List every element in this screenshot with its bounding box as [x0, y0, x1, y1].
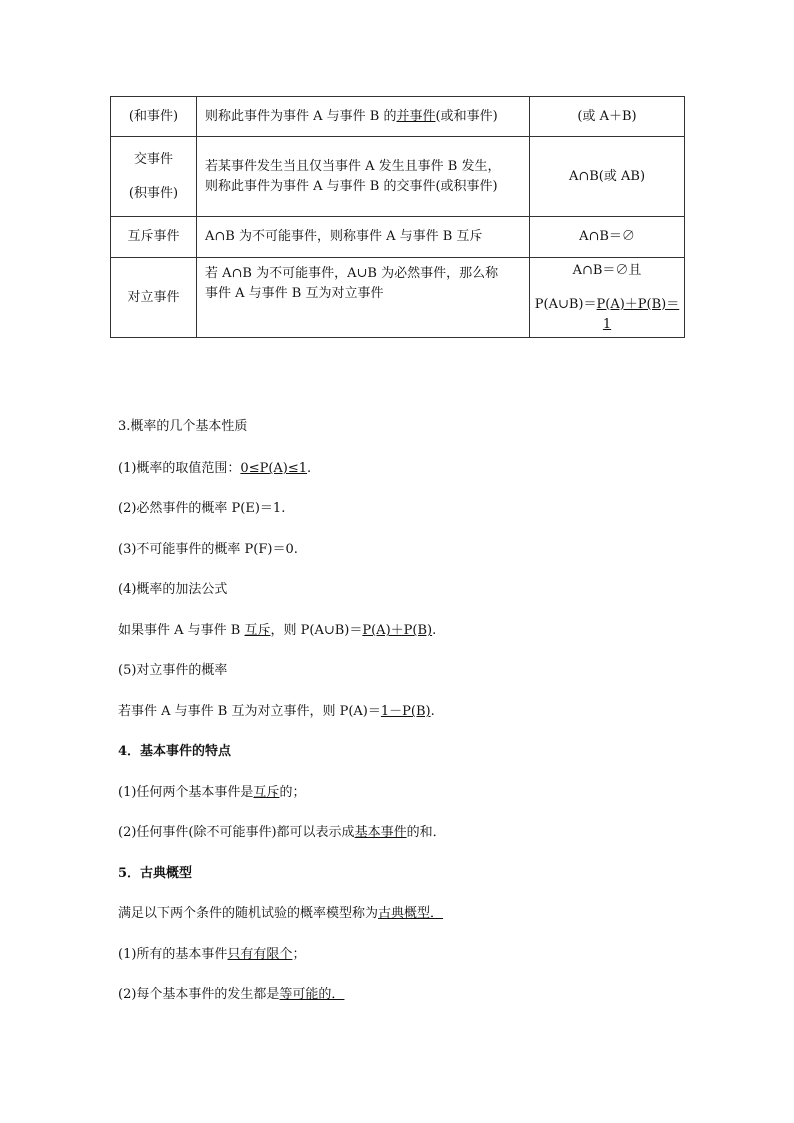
- underlined-answer: 互斥: [244, 623, 271, 638]
- underlined-answer: 1－P(B): [380, 704, 431, 719]
- event-symbol: A∩B＝∅且: [572, 262, 642, 278]
- text: (2)每个基本事件的发生都是: [118, 987, 280, 1002]
- definition-text: 若某事件发生当且仅当事件 A 发生且事件 B 发生，: [205, 158, 501, 174]
- property-certain-event: (2)必然事件的概率 P(E)＝1.: [118, 501, 286, 516]
- underlined-answer: 互斥: [253, 785, 280, 800]
- event-name: 互斥事件: [127, 229, 180, 244]
- definition-text-2: 事件 A 与事件 B 互为对立事件: [205, 286, 384, 301]
- text: 若事件 A 与事件 B 互为对立事件，则 P(A)＝: [118, 704, 381, 719]
- event-name: (和事件): [128, 108, 179, 124]
- section-heading-3: 3.概率的几个基本性质: [118, 419, 248, 434]
- text: .: [430, 704, 435, 719]
- classical-model-condition-1: [118, 946, 305, 964]
- classical-model-condition-2: [118, 986, 344, 1004]
- underlined-answer: P(A)＋P(B): [362, 623, 433, 638]
- event-name-cell: [111, 217, 197, 258]
- underlined-answer: 基本事件: [354, 825, 407, 840]
- classical-model-definition: [118, 905, 443, 923]
- table-row: [111, 258, 685, 338]
- table-row: [111, 137, 685, 217]
- event-symbol: A∩B＝∅: [579, 229, 635, 244]
- definition-underline: 并事件: [396, 108, 436, 124]
- event-definition-cell: [197, 137, 530, 217]
- underlined-answer: 古典概型．: [378, 906, 444, 921]
- text: (2)任何事件(除不可能事件)都可以表示成: [118, 825, 355, 840]
- event-name-cell: [111, 258, 197, 338]
- property-addition-formula: (4)概率的加法公式: [118, 582, 228, 597]
- text: 如果事件 A 与事件 B: [118, 623, 245, 638]
- definition-text: A∩B 为不可能事件，则称事件 A 与事件 B 互斥: [205, 229, 483, 244]
- event-definition-cell: [197, 258, 530, 338]
- event-symbol-underline: P(A)＋P(B)＝1: [596, 296, 680, 332]
- definition-text-2: 则称此事件为事件 A 与事件 B 的交事件(或积事件): [205, 178, 498, 194]
- event-symbol-cell: [530, 97, 685, 137]
- text: (1)所有的基本事件: [118, 947, 228, 962]
- event-definition-cell: [197, 97, 530, 137]
- event-name-cell: [111, 137, 197, 217]
- complement-formula-text: [118, 703, 435, 721]
- property-complement: (5)对立事件的概率: [118, 663, 228, 678]
- definition-text: 则称此事件为事件 A 与事件 B 的: [205, 108, 397, 124]
- event-name: 交事件: [133, 151, 173, 167]
- underlined-answer: 等可能的．: [279, 987, 345, 1002]
- text: 满足以下两个条件的随机试验的概率模型称为: [118, 906, 379, 921]
- event-symbol-2: P(A∪B)＝: [534, 296, 597, 312]
- table-row: [111, 97, 685, 137]
- event-name-alt: (积事件): [128, 185, 179, 201]
- event-symbol: A∩B(或 AB): [568, 168, 646, 184]
- event-symbol-cell: [530, 217, 685, 258]
- property-impossible-event: (3)不可能事件的概率 P(F)＝0.: [118, 542, 298, 557]
- section-heading-4: 4．基本事件的特点: [118, 744, 232, 759]
- addition-formula-text: [118, 622, 436, 640]
- event-name: 对立事件: [127, 289, 180, 305]
- text: .: [432, 623, 437, 638]
- basic-event-property-2: [118, 824, 446, 842]
- event-symbol: (或 A＋B): [577, 108, 637, 124]
- text: (1)概率的取值范围：: [118, 461, 241, 476]
- event-definition-table: [110, 96, 685, 338]
- basic-event-property-1: [118, 784, 305, 802]
- definition-text: 若 A∩B 为不可能事件，A∪B 为必然事件，那么称: [205, 266, 499, 281]
- underlined-answer: 只有有限个: [227, 947, 293, 962]
- text: ；: [292, 947, 306, 962]
- text: 的；: [279, 785, 306, 800]
- text: .: [307, 461, 312, 476]
- underlined-answer: 0≤P(A)≤1: [240, 461, 308, 476]
- event-definition-cell: [197, 217, 530, 258]
- event-symbol-cell: [530, 258, 685, 338]
- text: ，则 P(A∪B)＝: [270, 623, 363, 638]
- event-symbol-cell: [530, 137, 685, 217]
- event-name-cell: [111, 97, 197, 137]
- text: (1)任何两个基本事件是: [118, 785, 254, 800]
- section-heading-5: 5．古典概型: [118, 866, 193, 881]
- definition-text-tail: (或和事件): [435, 108, 498, 124]
- property-range: [118, 460, 311, 478]
- table-row: [111, 217, 685, 258]
- text: 的和．: [406, 825, 446, 840]
